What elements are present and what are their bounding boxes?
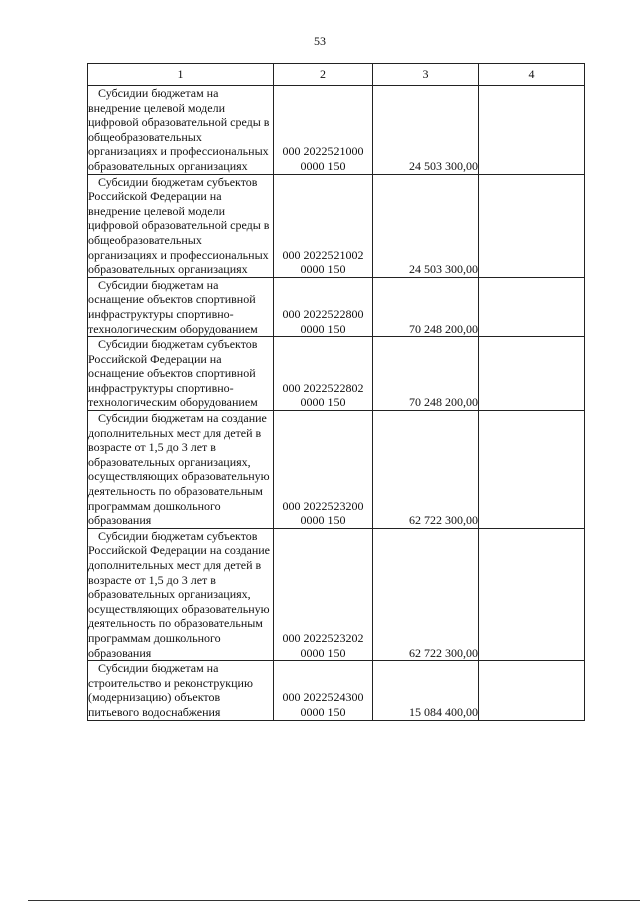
row-name-cell bbox=[88, 277, 274, 336]
row-code: 000 2022524300 0000 150 bbox=[274, 661, 373, 720]
row-name-cell bbox=[88, 86, 274, 175]
row-col4 bbox=[479, 277, 585, 336]
row-amount: 15 084 400,00 bbox=[373, 661, 479, 720]
row-col4 bbox=[479, 411, 585, 529]
row-name: Субсидии бюджетам субъектов Российской Федерации на оснащение объектов спортивной инфраструктуры спортивно-технологическим оборудованием bbox=[88, 337, 258, 410]
row-name-cell bbox=[88, 411, 274, 529]
row-amount: 24 503 300,00 bbox=[373, 86, 479, 175]
row-code: 000 2022522802 0000 150 bbox=[274, 337, 373, 411]
row-code: 000 2022522800 0000 150 bbox=[274, 277, 373, 336]
row-amount: 70 248 200,00 bbox=[373, 277, 479, 336]
row-col4 bbox=[479, 174, 585, 277]
column-header-3: 3 bbox=[373, 64, 479, 86]
table-row bbox=[88, 661, 585, 720]
table-row bbox=[88, 277, 585, 336]
table-header-row bbox=[88, 64, 585, 86]
row-name-cell bbox=[88, 174, 274, 277]
budget-table bbox=[87, 63, 585, 721]
row-col4 bbox=[479, 337, 585, 411]
row-name-cell bbox=[88, 528, 274, 660]
row-name: Субсидии бюджетам субъектов Российской Федерации на внедрение целевой модели цифровой образовательной среды в общеобразовательных организациях и профессиональных образовательных организациях bbox=[88, 174, 270, 277]
column-header-2: 2 bbox=[274, 64, 373, 86]
row-name: Субсидии бюджетам субъектов Российской Федерации на создание дополнительных мест для детей в возрасте от 1,5 до 3 лет в образовательных организациях, осуществляющих образовательную деятельность по образовательным программам дошкольного образования bbox=[88, 528, 271, 660]
row-col4 bbox=[479, 86, 585, 175]
row-name: Субсидии бюджетам на создание дополнительных мест для детей в возрасте от 1,5 до 3 лет в образовательных организациях, осуществляющих образовательную деятельность по образовательным программам дошкольного образования bbox=[88, 411, 270, 528]
table-row bbox=[88, 337, 585, 411]
row-amount: 62 722 300,00 bbox=[373, 528, 479, 660]
table-row bbox=[88, 411, 585, 529]
row-name: Субсидии бюджетам на строительство и реконструкцию (модернизацию) объектов питьевого водоснабжения bbox=[88, 661, 253, 719]
row-name-cell bbox=[88, 337, 274, 411]
row-code: 000 2022521000 0000 150 bbox=[274, 86, 373, 175]
column-header-1: 1 bbox=[88, 64, 274, 86]
row-col4 bbox=[479, 528, 585, 660]
row-amount: 70 248 200,00 bbox=[373, 337, 479, 411]
row-code: 000 2022521002 0000 150 bbox=[274, 174, 373, 277]
page-number: 53 bbox=[314, 34, 326, 48]
row-name-cell bbox=[88, 661, 274, 720]
row-name: Субсидии бюджетам на внедрение целевой модели цифровой образовательной среды в общеобразовательных организациях и профессиональных образовательных организациях bbox=[88, 86, 270, 173]
page-bottom-rule bbox=[28, 900, 640, 901]
table-row bbox=[88, 528, 585, 660]
row-col4 bbox=[479, 661, 585, 720]
row-amount: 24 503 300,00 bbox=[373, 174, 479, 277]
row-code: 000 2022523200 0000 150 bbox=[274, 411, 373, 529]
row-amount: 62 722 300,00 bbox=[373, 411, 479, 529]
row-name: Субсидии бюджетам на оснащение объектов спортивной инфраструктуры спортивно-технологическим оборудованием bbox=[88, 277, 258, 336]
column-header-4: 4 bbox=[479, 64, 585, 86]
table-row bbox=[88, 174, 585, 277]
table-row bbox=[88, 86, 585, 175]
row-code: 000 2022523202 0000 150 bbox=[274, 528, 373, 660]
